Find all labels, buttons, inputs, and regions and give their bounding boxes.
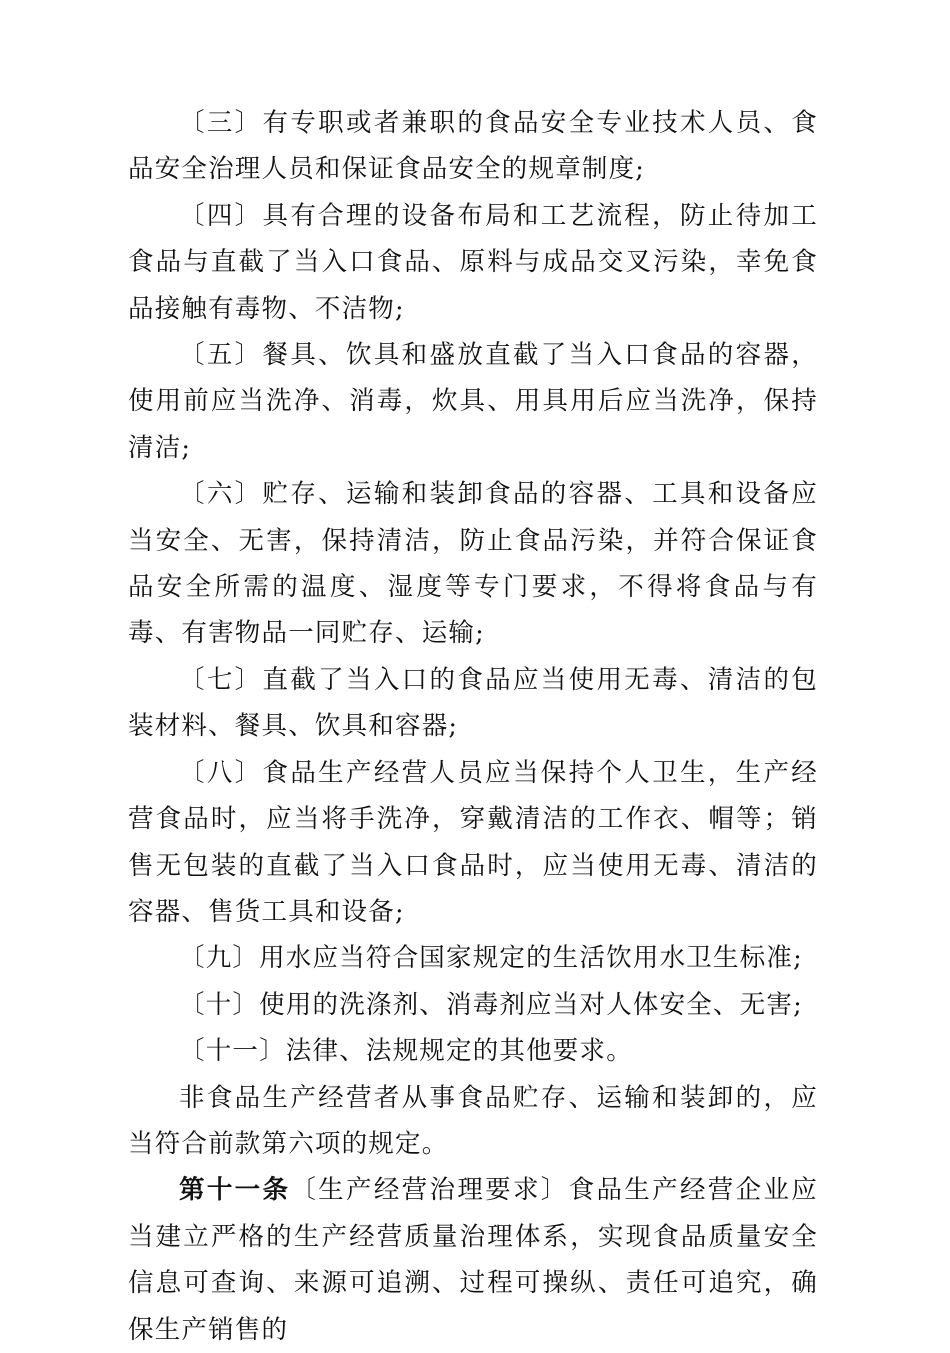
clause-4: 〔四〕具有合理的设备布局和工艺流程，防止待加工食品与直截了当入口食品、原料与成品交叉污染，幸免食品接触有毒物、不洁物; — [128, 200, 818, 324]
article-11-paragraph — [128, 1167, 818, 1353]
non-food-operator-paragraph: 非食品生产经营者从事食品贮存、运输和装卸的，应当符合前款第六项的规定。 — [128, 1082, 818, 1159]
article-11-body: 〔生产经营治理要求〕食品生产经营企业应当建立严格的生产经营质量治理体系，实现食品质量安全信息可查询、来源可追溯、过程可操纵、责任可追究，确保生产销售的 — [128, 1175, 818, 1345]
clause-6: 〔六〕贮存、运输和装卸食品的容器、工具和设备应当安全、无害，保持清洁，防止食品污染，并符合保证食品安全所需的温度、湿度等专门要求，不得将食品与有毒、有害物品一同贮存、运输; — [128, 479, 818, 649]
clause-8: 〔八〕食品生产经营人员应当保持个人卫生，生产经营食品时，应当将手洗净，穿戴清洁的工作衣、帽等；销售无包装的直截了当入口食品时，应当使用无毒、清洁的容器、售货工具和设备; — [128, 757, 818, 927]
clause-3: 〔三〕有专职或者兼职的食品安全专业技术人员、食品安全治理人员和保证食品安全的规章制度; — [128, 108, 818, 185]
clause-9: 〔九〕用水应当符合国家规定的生活饮用水卫生标准; — [179, 943, 803, 974]
clause-10: 〔十〕使用的洗涤剂、消毒剂应当对人体安全、无害; — [179, 989, 803, 1020]
document-page — [128, 100, 818, 1353]
clause-5: 〔五〕餐具、饮具和盛放直截了当入口食品的容器，使用前应当洗净、消毒，炊具、用具用后应当洗净，保持清洁; — [128, 340, 818, 463]
clause-7: 〔七〕直截了当入口的食品应当使用无毒、清洁的包装材料、餐具、饮具和容器; — [128, 664, 818, 742]
clause-11: 〔十一〕法律、法规规定的其他要求。 — [179, 1036, 633, 1067]
article-11-heading: 第十一条 — [179, 1175, 291, 1206]
